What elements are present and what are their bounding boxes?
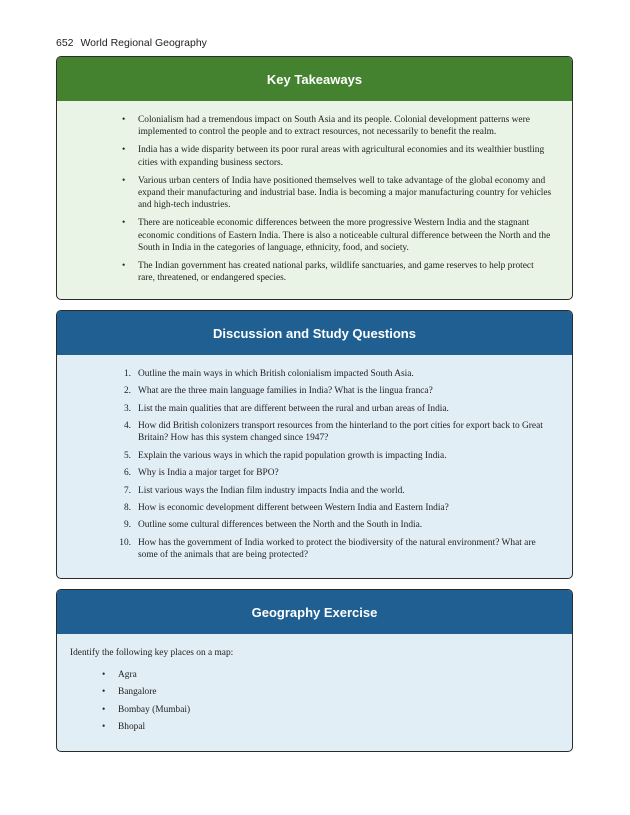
geography-exercise-title: Geography Exercise [57,590,572,634]
item-text: Why is India a major target for BPO? [138,468,279,479]
list-item [117,403,552,415]
item-number: 8. [123,502,131,513]
key-takeaways-title: Key Takeaways [57,57,572,101]
item-text: List various ways the Indian film industry impacts India and the world. [138,485,405,496]
item-number: 5. [123,450,131,461]
item-number: 9. [123,520,131,531]
list-item [117,385,552,397]
item-number: 4. [123,421,131,432]
list-item [117,485,552,497]
item-text: How is economic development different between Western India and Eastern India? [138,502,449,513]
item-number: 7. [123,485,131,496]
list-item [117,537,552,561]
item-text: List the main qualities that are different between the rural and urban areas of India. [138,403,449,414]
list-item: • Various urban centers of India have positioned themselves well to take advantage of the global economy and expand their manufacturing and industrial base. India is becoming a major manufacturing country for vehicles and high-tech industries. [117,175,552,212]
list-item [117,502,552,514]
item-number: 2. [123,386,131,397]
book-title: World Regional Geography [80,37,207,49]
item-number: 10. [119,537,131,548]
list-item [117,450,552,462]
item-number: 1. [123,369,131,379]
list-item: • Bombay (Mumbai) [97,704,572,716]
running-head [56,37,207,49]
list-item: • Colonialism had a tremendous impact on South Asia and its people. Colonial development patterns were implemented to control the people and to extract resources, not necessarily to benefit the realm. [117,114,552,138]
list-item: • There are noticeable economic differences between the more progressive Western India and the stagnant economic conditions of Eastern India. There is also a noticeable cultural difference between the North and the South in India in the categories of language, ethnicity, food, and society. [117,217,552,254]
item-text: What are the three main language families in India? What is the lingua franca? [138,386,433,397]
item-number: 3. [123,403,131,414]
item-text: How did British colonizers transport resources from the hinterland to the port cities for export back to Great Britain? How has this system changed since 1947? [138,421,543,444]
discussion-box [56,310,573,579]
item-number: 6. [123,468,131,479]
list-item: • Agra [97,669,572,681]
list-item: • Bangalore [97,686,572,698]
discussion-list [77,368,552,561]
item-text: Outline some cultural differences between the North and the South in India. [138,520,423,531]
item-text: Outline the main ways in which British colonialism impacted South Asia. [138,369,414,379]
places-list [57,669,572,733]
list-item: • The Indian government has created national parks, wildlife sanctuaries, and game reserves to help protect rare, threatened, or endangered species. [117,260,552,284]
discussion-title: Discussion and Study Questions [57,311,572,355]
key-takeaways-box [56,56,573,300]
exercise-intro: Identify the following key places on a map: [70,648,234,658]
geography-exercise-box [56,589,573,752]
list-item: • India has a wide disparity between its poor rural areas with agricultural economies and its wealthier bustling cities with expanding business sectors. [117,144,552,168]
list-item [117,368,552,380]
list-item [117,420,552,444]
item-text: Explain the various ways in which the rapid population growth is impacting India. [138,450,447,461]
list-item [117,519,552,531]
list-item [117,467,552,479]
page-number: 652 [56,37,74,49]
item-text: How has the government of India worked to protect the biodiversity of the natural environment? What are some of the animals that are being protected? [138,537,536,560]
key-takeaways-list [77,114,552,284]
list-item: • Bhopal [97,721,572,733]
